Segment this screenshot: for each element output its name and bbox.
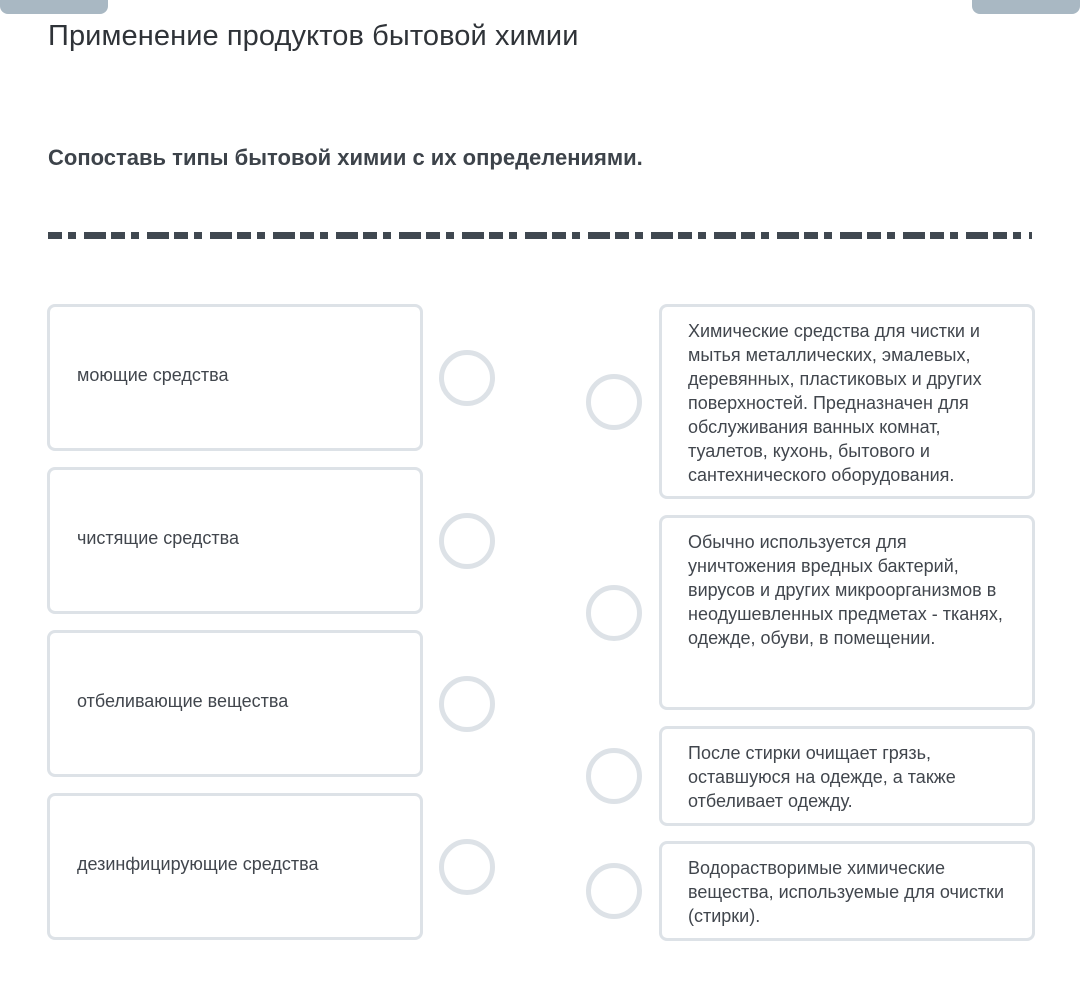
definition-text: Обычно используется для уничтожения вредных бактерий, вирусов и других микроорганизмов в неодушевленных предметах - тканях, одежде, обуви, в помещении.	[688, 532, 1003, 648]
definition-text: После стирки очищает грязь, оставшуюся на одежде, а также отбеливает одежду.	[688, 743, 956, 811]
top-right-tab[interactable]	[972, 0, 1080, 14]
definition-text: Водорастворимые химические вещества, используемые для очистки (стирки).	[688, 858, 1005, 926]
term-label: чистящие средства	[77, 528, 240, 548]
definition-card-3[interactable]	[659, 726, 1035, 826]
definition-connector-2[interactable]	[586, 585, 642, 641]
question-instruction: Сопоставь типы бытовой химии с их определениями.	[48, 145, 643, 170]
term-connector-4[interactable]	[439, 839, 495, 895]
term-card-2[interactable]	[47, 467, 423, 614]
top-left-tab[interactable]	[0, 0, 108, 14]
term-connector-1[interactable]	[439, 350, 495, 406]
definition-connector-4[interactable]	[586, 863, 642, 919]
definition-text: Химические средства для чистки и мытья металлических, эмалевых, деревянных, пластиковых и других поверхностей. Предназначен для обслуживания ванных комнат, туалетов, кухонь, бытового и сантехнического оборудования.	[688, 321, 982, 485]
dashed-divider	[48, 232, 1032, 239]
page-title: Применение продуктов бытовой химии	[48, 20, 579, 52]
definition-connector-1[interactable]	[586, 374, 642, 430]
definition-card-4[interactable]	[659, 841, 1035, 941]
definition-card-2[interactable]	[659, 515, 1035, 710]
term-connector-3[interactable]	[439, 676, 495, 732]
term-card-3[interactable]	[47, 630, 423, 777]
term-card-4[interactable]	[47, 793, 423, 940]
term-label: отбеливающие вещества	[77, 691, 289, 711]
term-label: дезинфицирующие средства	[77, 854, 319, 874]
term-card-1[interactable]	[47, 304, 423, 451]
term-label: моющие средства	[77, 365, 229, 385]
definition-card-1[interactable]	[659, 304, 1035, 499]
definition-connector-3[interactable]	[586, 748, 642, 804]
term-connector-2[interactable]	[439, 513, 495, 569]
